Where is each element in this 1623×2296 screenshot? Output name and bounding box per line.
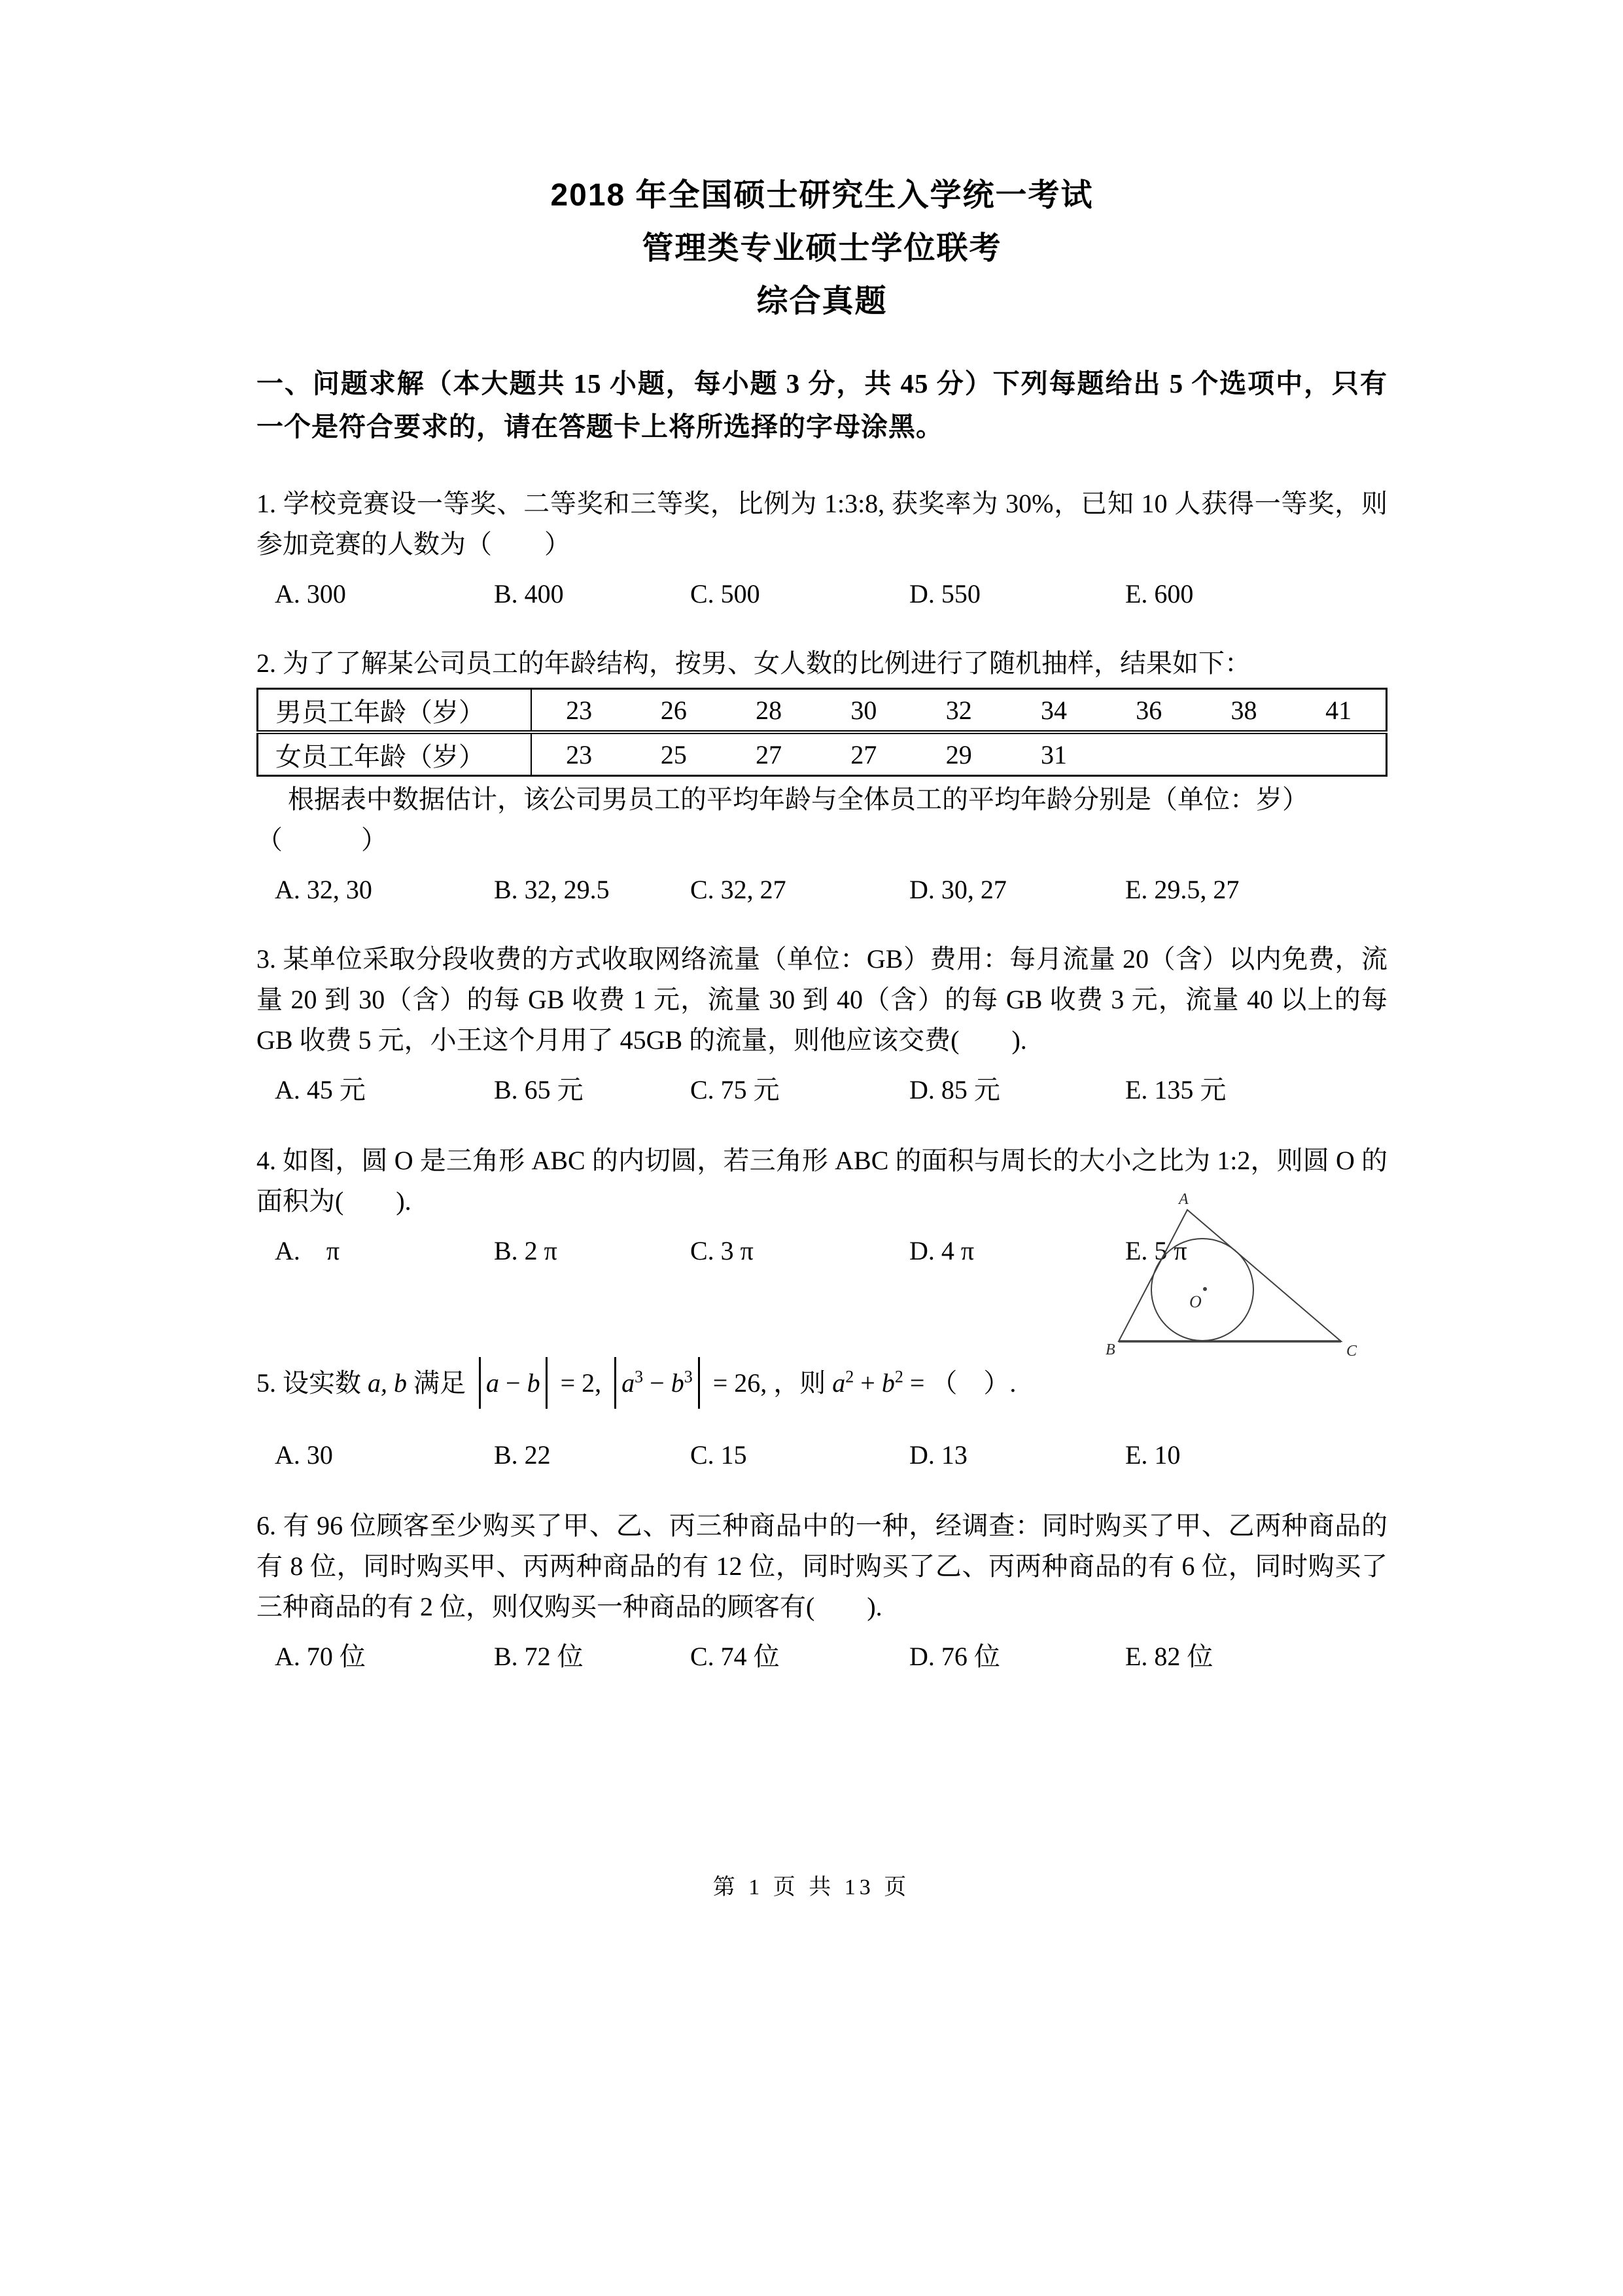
absolute-value-expression: $a^3 - b^3$ bbox=[614, 1357, 700, 1409]
option-item: A. 45 元 bbox=[275, 1075, 366, 1104]
table-cell bbox=[1291, 732, 1386, 776]
table-cell: 41 bbox=[1291, 689, 1386, 733]
option-item: D. 13 bbox=[909, 1440, 968, 1470]
option-item: D. 550 bbox=[909, 579, 981, 609]
table-cell: 29 bbox=[945, 739, 972, 769]
option-item: C. 75 元 bbox=[690, 1075, 780, 1104]
option-item: A. 32, 30 bbox=[275, 875, 372, 904]
option-item: A. 70 位 bbox=[275, 1642, 366, 1671]
vertex-label-b: B bbox=[1106, 1341, 1115, 1358]
options-row bbox=[256, 1070, 1387, 1110]
answer-blank: （ ） bbox=[256, 825, 387, 855]
table-cell: 27 bbox=[850, 739, 877, 769]
option-item: E. 600 bbox=[1125, 579, 1194, 609]
option-item: D. 30, 27 bbox=[909, 875, 1007, 904]
circle-center-dot bbox=[1203, 1287, 1207, 1291]
option-item: B. 400 bbox=[494, 579, 564, 609]
question-3 bbox=[256, 939, 1387, 1110]
option-item: B. 2 π bbox=[494, 1236, 557, 1265]
table-cell: 32 bbox=[911, 689, 1006, 733]
stem-text: 满足 bbox=[413, 1368, 466, 1398]
option-item: D. 76 位 bbox=[909, 1642, 1000, 1671]
age-data-table bbox=[256, 688, 1387, 777]
option-item: C. 3 π bbox=[690, 1236, 754, 1265]
table-cell: 28 bbox=[722, 689, 816, 733]
option-item: E. 10 bbox=[1125, 1440, 1181, 1470]
math-equals: = 2, bbox=[560, 1368, 602, 1398]
absolute-value-expression: a − b bbox=[479, 1357, 548, 1409]
exam-title-line-1: 2018 年全国硕士研究生入学统一考试 bbox=[550, 178, 1094, 213]
table-row-label: 女员工年龄（岁） bbox=[258, 732, 532, 776]
table-cell: 38 bbox=[1196, 689, 1291, 733]
question-1 bbox=[256, 484, 1387, 614]
math-expression: a bbox=[832, 1368, 846, 1398]
question-2 bbox=[256, 643, 1387, 910]
options-row bbox=[256, 870, 1387, 910]
table-cell: 36 bbox=[1102, 689, 1196, 733]
page-content bbox=[256, 0, 1387, 1677]
option-item: C. 15 bbox=[690, 1440, 747, 1470]
vertex-label-c: C bbox=[1346, 1343, 1357, 1359]
table-row-label: 男员工年龄（岁） bbox=[258, 689, 532, 733]
exam-title-line-3: 综合真题 bbox=[756, 284, 888, 319]
page-footer: 第 1 页 共 13 页 bbox=[712, 1875, 911, 1899]
question-stem: 1. 学校竞赛设一等奖、二等奖和三等奖，比例为 1:3:8, 获奖率为 30%，已知 10 人获得一等奖，则参加竞赛的人数为（ ） bbox=[256, 489, 1387, 559]
table-row bbox=[258, 689, 1387, 733]
options-row bbox=[256, 1636, 1387, 1677]
option-item: C. 32, 27 bbox=[690, 875, 786, 904]
math-equals: = 26, bbox=[712, 1368, 767, 1398]
option-item: A. 300 bbox=[275, 579, 346, 609]
table-cell: 34 bbox=[1006, 689, 1101, 733]
math-line: 5. 设实数 a, b 满足 a − b = 2, $a^3 - b^3 = 26$, ，则 $a^2 + b^2$ = （ ）. bbox=[256, 1357, 1016, 1409]
question-stem: 4. 如图，圆 O 是三角形 ABC 的内切圆，若三角形 ABC 的面积与周长的大小之比为 1:2，则圆 O 的面积为( ). bbox=[256, 1146, 1387, 1216]
option-item: E. 135 元 bbox=[1125, 1075, 1227, 1104]
option-item: A. π bbox=[275, 1236, 340, 1265]
table-cell: 23 bbox=[531, 689, 626, 733]
option-item: E. 82 位 bbox=[1125, 1642, 1213, 1671]
vertex-label-a: A bbox=[1179, 1191, 1189, 1208]
table-cell: 31 bbox=[1040, 739, 1067, 769]
options-row bbox=[256, 1435, 1387, 1475]
triangle-abc bbox=[1119, 1210, 1341, 1341]
question-note: 根据表中数据估计，该公司男员工的平均年龄与全体员工的平均年龄分别是（单位：岁） bbox=[288, 785, 1308, 814]
inscribed-circle-figure bbox=[1106, 1186, 1357, 1359]
math-variables: a, b bbox=[368, 1368, 407, 1398]
option-item: E. 29.5, 27 bbox=[1125, 875, 1240, 904]
table-row bbox=[258, 732, 1387, 776]
table-cell: 30 bbox=[816, 689, 911, 733]
stem-text: ，则 bbox=[773, 1368, 826, 1398]
option-item: C. 74 位 bbox=[690, 1642, 780, 1671]
option-item: A. 30 bbox=[275, 1440, 333, 1470]
option-item: B. 65 元 bbox=[494, 1075, 584, 1104]
stem-text: 5. 设实数 bbox=[256, 1368, 361, 1398]
question-stem: 2. 为了了解某公司员工的年龄结构，按男、女人数的比例进行了随机抽样，结果如下： bbox=[256, 648, 1251, 678]
question-6 bbox=[256, 1506, 1387, 1677]
table-cell: 26 bbox=[626, 689, 721, 733]
option-item: C. 500 bbox=[690, 579, 760, 609]
table-cell: 27 bbox=[756, 739, 782, 769]
question-5 bbox=[256, 1342, 1387, 1475]
exam-title-block bbox=[256, 0, 1387, 328]
option-item: B. 32, 29.5 bbox=[494, 875, 610, 904]
option-item: D. 4 π bbox=[909, 1236, 975, 1265]
option-item: B. 72 位 bbox=[494, 1642, 584, 1671]
option-item: D. 85 元 bbox=[909, 1075, 1000, 1104]
table-cell: 25 bbox=[660, 739, 687, 769]
question-stem: 3. 某单位采取分段收费的方式收取网络流量（单位：GB）费用：每月流量 20（含）以内免费，流量 20 到 30（含）的每 GB 收费 1 元，流量 30 到 40（含）的每 GB 收费 3 元，流量 40 以上的每 GB 收费 5 元，小王这个月用了 45GB 的流量，则他应该交费( ). bbox=[256, 944, 1387, 1055]
math-equals: = （ ）. bbox=[909, 1368, 1017, 1398]
option-item: E. 5 π bbox=[1125, 1236, 1187, 1265]
option-item: B. 22 bbox=[494, 1440, 551, 1470]
circle-center-label-o: O bbox=[1189, 1292, 1202, 1311]
section-header: 一、问题求解（本大题共 15 小题，每小题 3 分，共 45 分）下列每题给出 5 个选项中，只有一个是符合要求的，请在答题卡上将所选择的字母涂黑。 bbox=[256, 368, 1387, 442]
options-row bbox=[256, 574, 1387, 614]
exam-title-line-2: 管理类专业硕士学位联考 bbox=[642, 231, 1002, 266]
inscribed-circle bbox=[1151, 1239, 1253, 1341]
question-stem: 6. 有 96 位顾客至少购买了甲、乙、丙三种商品中的一种，经调查：同时购买了甲、乙两种商品的有 8 位，同时购买甲、丙两种商品的有 12 位，同时购买了乙、丙两种商品的有 6 位，同时购买了三种商品的有 2 位，则仅购买一种商品的顾客有( ). bbox=[256, 1511, 1387, 1621]
table-cell bbox=[1196, 732, 1291, 776]
table-cell bbox=[1102, 732, 1196, 776]
table-cell: 23 bbox=[566, 739, 593, 769]
